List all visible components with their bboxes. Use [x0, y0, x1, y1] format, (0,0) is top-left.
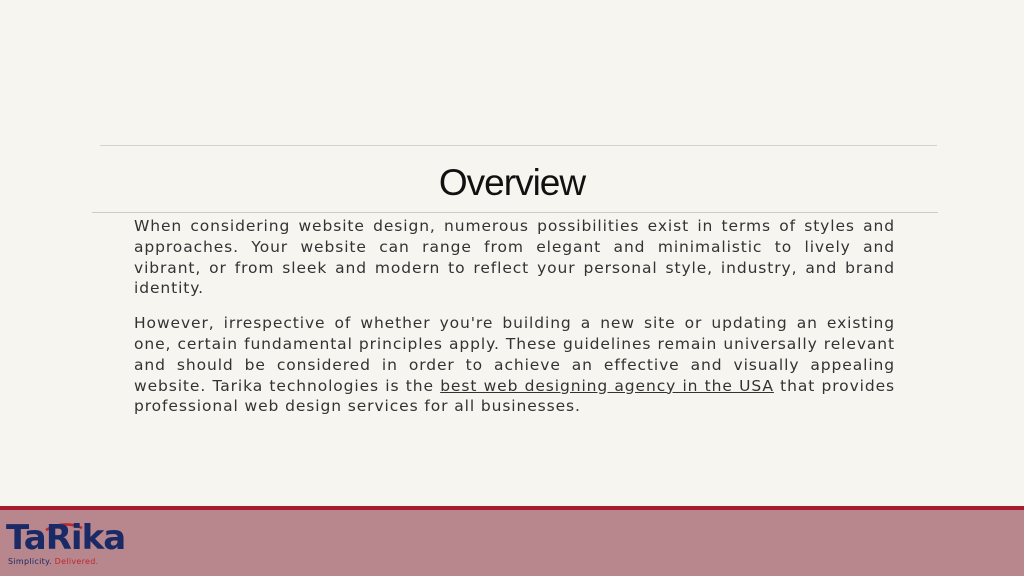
agency-link[interactable]: best web designing agency in the USA [440, 376, 774, 395]
logo-tagline [8, 557, 99, 567]
tarika-logo [6, 518, 126, 570]
title-divider [92, 212, 938, 213]
logo-wordmark: TaRika [6, 518, 126, 558]
top-divider [100, 145, 937, 146]
slide-body [134, 216, 895, 431]
paragraph-2-text-before: However, irrespective of whether you're building a new site or updating an existing one, certain fundamental principles apply. These guidelines remain universally relevant and should be considered in order to achieve an effective and visually appealing website. Tarika technologies is the [134, 314, 895, 395]
slide-title: Overview [438, 162, 586, 203]
paragraph-2 [134, 313, 895, 417]
tagline-part-1: Simplicity. [8, 557, 52, 566]
footer-band [0, 510, 1024, 576]
paragraph-1: When considering website design, numerous possibilities exist in terms of styles and approaches. Your website can range from elegant and minimalistic to lively and vibrant, or from sleek and modern to reflect your personal style, industry, and brand identity. [134, 217, 895, 298]
tagline-part-2: Delivered. [54, 557, 99, 566]
paragraph-2-text-after: that provides professional web design services for all businesses. [134, 376, 895, 416]
